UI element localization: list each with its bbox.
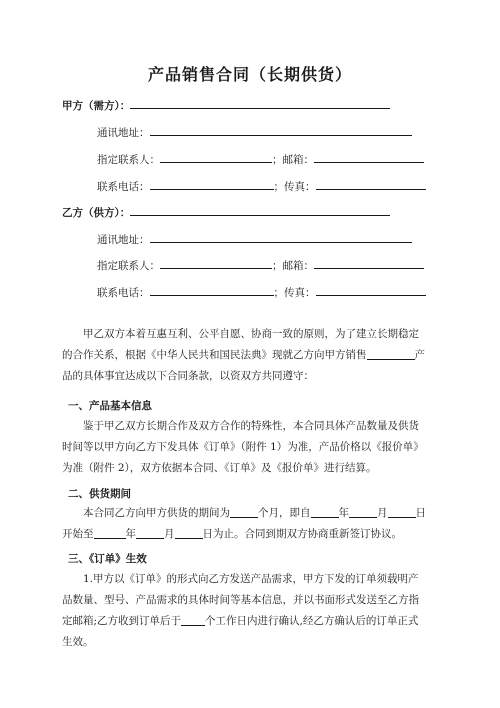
section-3-body: [62, 569, 428, 653]
supply-period-text-3: 年: [338, 507, 349, 519]
party-a-email-blank: [314, 151, 424, 163]
party-b-fax-blank: [316, 284, 426, 296]
end-day-blank: [175, 526, 203, 539]
party-a-phone-label: 联系电话：: [97, 181, 150, 193]
party-a-phone-row: [97, 178, 426, 194]
start-day-blank: [388, 505, 416, 518]
party-a-contact-blank: [160, 151, 272, 163]
end-year-blank: [94, 526, 126, 539]
party-a-fax-blank: [316, 178, 426, 190]
party-a-row: [62, 97, 390, 113]
party-b-contact-blank: [160, 257, 272, 269]
party-a-contact-row: [97, 151, 424, 167]
party-a-email-label: ；邮箱：: [272, 154, 314, 166]
start-month-blank: [349, 505, 377, 518]
party-a-fax-label: ；传真：: [273, 181, 316, 193]
supply-period-text-6: 年: [125, 528, 136, 540]
supply-period-text-4: 月: [377, 507, 388, 519]
party-b-name-blank: [130, 204, 390, 216]
order-text-part1: 1.甲方以《订单》的形式向乙方发送产品需求，甲方下发的订单须载明产品数量、型号、产品需求的具体时间等基本信息，并以书面形式发送至乙方指定邮箱;乙方收到订单后于: [62, 573, 419, 627]
party-b-label: 乙方（供方）：: [62, 207, 131, 219]
workdays-blank: [181, 613, 205, 626]
supply-period-text-1: 本合同乙方向甲方供货的期间为: [83, 507, 230, 519]
section-1-body: [62, 416, 428, 479]
document-title: 产品销售合同（长期供货）: [147, 65, 352, 84]
end-month-blank: [136, 526, 164, 539]
section-2-heading: 二、供货期间: [68, 488, 131, 500]
supply-period-text-2: 个月，即自: [258, 507, 311, 519]
intro-text-part2: 产品的具体事宜达成以下合同条款，以资双方共同遵守：: [62, 349, 425, 382]
section-2-body: [62, 503, 428, 545]
party-b-phone-label: 联系电话：: [97, 287, 150, 299]
party-b-fax-label: ；传真：: [273, 287, 316, 299]
party-b-address-blank: [150, 231, 412, 243]
supply-period-text-8: 日为止。合同到期双方协商重新签订协议。: [202, 528, 402, 540]
party-b-address-label: 通讯地址：: [97, 234, 150, 246]
party-b-contact-row: [97, 257, 424, 273]
party-a-name-blank: [130, 97, 390, 109]
section-3-heading: 三、《订单》生效: [68, 553, 147, 565]
start-year-blank: [311, 505, 339, 518]
intro-paragraph: [62, 324, 428, 387]
party-b-phone-blank: [150, 284, 274, 296]
party-a-address-label: 通讯地址：: [97, 127, 150, 139]
party-b-phone-row: [97, 284, 426, 300]
supply-period-text-7: 月: [164, 528, 175, 540]
party-b-email-label: ；邮箱：: [272, 260, 314, 272]
party-a-label: 甲方（需方）：: [62, 100, 131, 112]
party-a-address-blank: [150, 124, 412, 136]
party-b-address-row: [97, 231, 412, 247]
product-name-blank: [367, 347, 415, 360]
section-1-heading: 一、产品基本信息: [68, 400, 152, 412]
section-1-text: 鉴于甲乙双方长期合作及双方合作的特殊性，本合同具体产品数量及供货时间等以甲方向乙方下发具体《订单》（附件 1）为准，产品价格以《报价单》为准（附件 2），双方依据本合同、《订单》及《报价单》进行结算。: [62, 420, 424, 474]
party-a-contact-label: 指定联系人：: [97, 154, 160, 166]
party-b-email-blank: [314, 257, 424, 269]
party-a-phone-blank: [150, 178, 274, 190]
intro-text-part1: 甲乙双方本着互惠互利、公平自愿、协商一致的原则，为了建立长期稳定的合作关系，根据《中华人民共和国民法典》现就乙方向甲方销售: [62, 328, 419, 361]
order-text-part2: 个工作日内进行确认,经乙方确认后的订单正式生效。: [62, 615, 419, 648]
party-b-contact-label: 指定联系人：: [97, 260, 160, 272]
supply-period-text-5: 日开始至: [62, 507, 426, 540]
party-a-address-row: [97, 124, 412, 140]
party-b-row: [62, 204, 390, 220]
months-blank: [230, 505, 258, 518]
